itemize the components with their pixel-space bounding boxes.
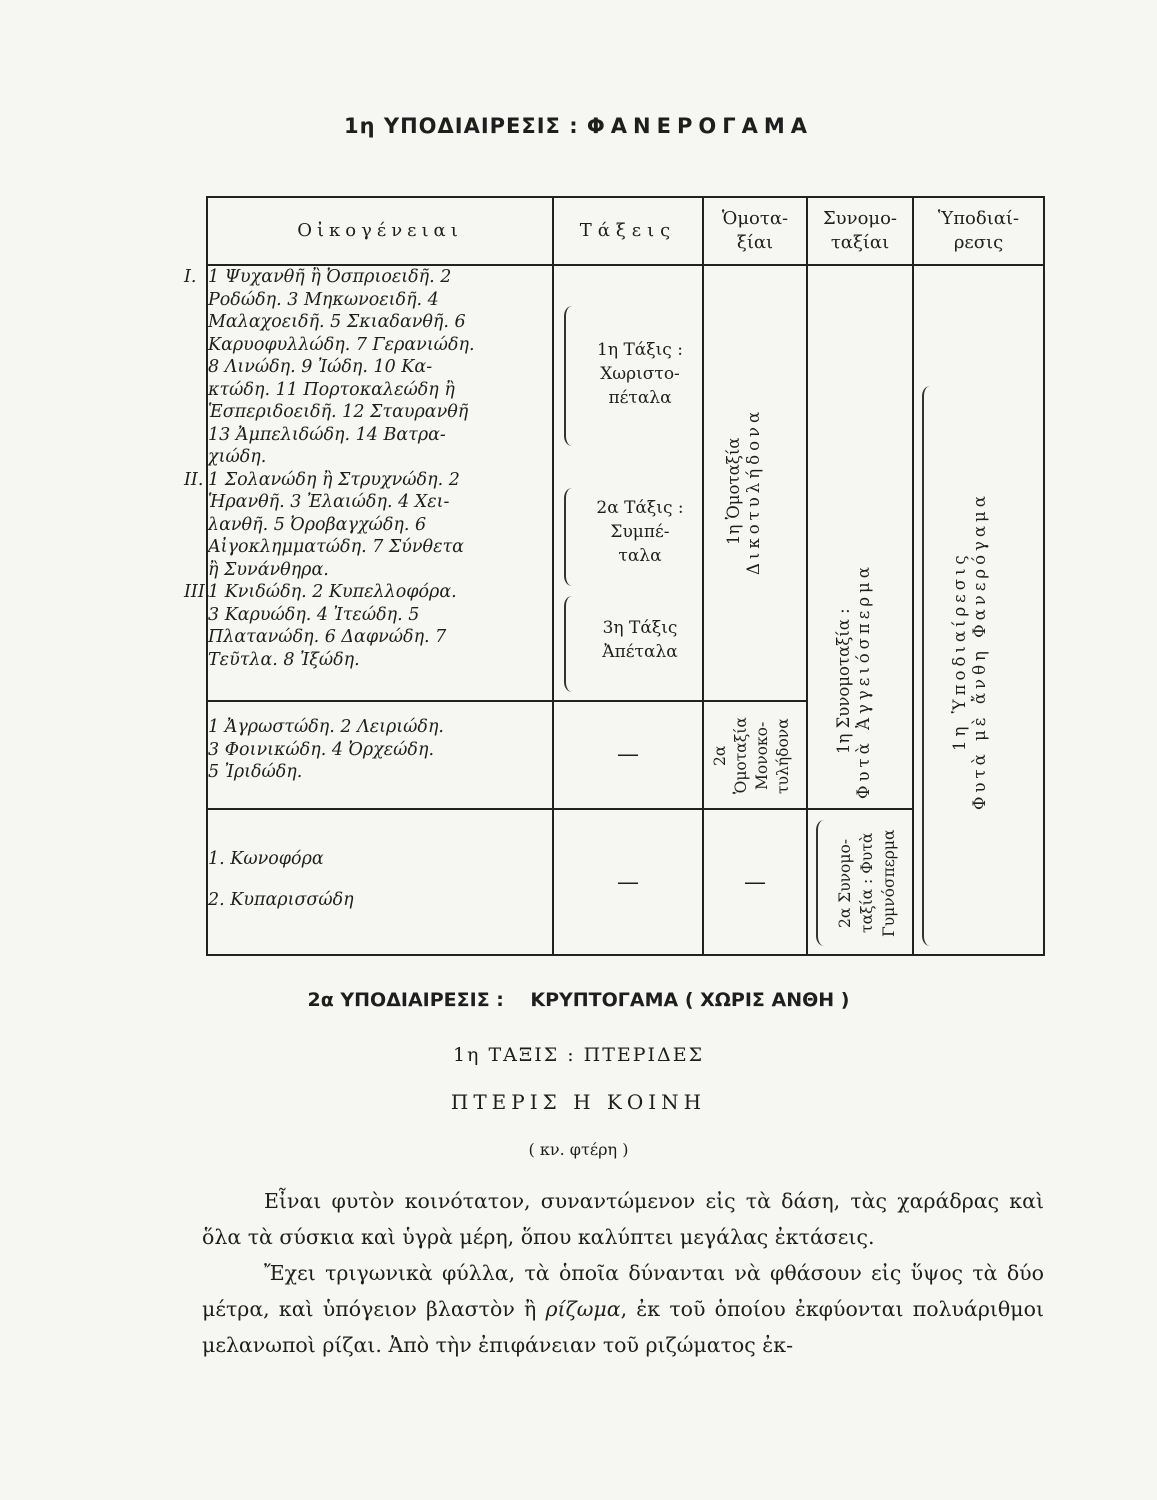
- group-i-line: χιώδη.: [208, 447, 267, 467]
- order-1-line: 1η Τάξις :: [597, 340, 683, 360]
- group-i: [184, 266, 552, 469]
- subdivision-line2: Φυτὰ μὲ ἄνθη Φανερόγαμα: [970, 492, 989, 810]
- brace-order-2: [564, 488, 580, 586]
- subclass-monocot-line: Ὁμοταξία: [732, 717, 750, 795]
- order-1-line: πέταλα: [608, 388, 672, 408]
- paragraph-2-end: , ἐκ τοῦ ὁποίου ἐκφύονται πολυάριθμοι μελανωποὶ ρίζαι. Ἀπὸ τὴν ἐπιφάνειαν τοῦ ριζώματος ἐκ-: [202, 1297, 1044, 1357]
- class-angio-label: [834, 516, 874, 846]
- paragraph-2: [202, 1255, 1044, 1363]
- body-text: [202, 1183, 1044, 1363]
- group-ii-line: Αἰγοκλημματώδη. 7 Σύνθετα: [208, 537, 464, 557]
- class-gymno-line: Γυμνόσπερμα: [880, 829, 898, 937]
- header-subdivisions-line2: ρεσις: [953, 232, 1004, 253]
- subclass-dicot-cell: [703, 265, 807, 701]
- order-2-line: Συμπέ-: [610, 522, 670, 542]
- group-i-line: 13 Ἀμπελιδώδη. 14 Βατρα-: [208, 424, 446, 445]
- subclass-dicot-line1: 1η Ὁμοταξία: [724, 437, 743, 545]
- header-subclasses-line1: Ὁμοτα-: [721, 208, 789, 229]
- brace-class-gymno: [816, 820, 832, 946]
- gymno-order-dash: —: [617, 870, 639, 895]
- gymno-subclass-cell: [703, 809, 807, 955]
- group-ii-line: 1 Σολανώδη ἢ Στρυχνώδη. 2: [208, 469, 460, 490]
- header-orders: Τάξεις: [553, 197, 703, 265]
- group-ii-line: ἢ Συνάνθηρα.: [208, 559, 329, 580]
- group-i-line: κτώδη. 11 Πορτοκαλεώδη ἢ: [208, 379, 455, 400]
- subdivision-cell: [913, 265, 1044, 955]
- dicot-orders-cell: [553, 265, 703, 701]
- group-i-line: Ροδώδη. 3 Μηκωνοειδῆ. 4: [208, 289, 439, 310]
- section-2-prefix: 2α ΥΠΟΔΙΑΙΡΕΣΙΣ :: [307, 989, 504, 1011]
- header-classes-line2: ταξίαι: [830, 232, 890, 253]
- gymno-orders-cell: [553, 809, 703, 955]
- group-iii-numeral: III.: [184, 582, 211, 602]
- header-families: Οἰκογένειαι: [207, 197, 553, 265]
- group-i-line: Μαλαχοειδῆ. 5 Σκιαδανθῆ. 6: [208, 312, 466, 332]
- monocot-order-dash: —: [617, 742, 639, 767]
- group-iii: [184, 581, 552, 671]
- group-iii-line: 1 Κνιδώδη. 2 Κυπελλοφόρα.: [208, 582, 457, 602]
- section-1-prefix: 1η ΥΠΟΔΙΑΙΡΕΣΙΣ :: [344, 114, 579, 138]
- group-ii: [184, 469, 552, 582]
- order-2-label: [582, 496, 698, 568]
- header-subdivisions: [913, 197, 1044, 265]
- class-angio-line1: 1η Συνομοταξία :: [834, 608, 853, 754]
- monocot-line: 3 Φοινικώδη. 4 Ὀρχεώδη.: [208, 739, 435, 760]
- gymno-families-cell: [207, 809, 553, 955]
- group-ii-numeral: II.: [184, 469, 204, 490]
- order-3-line: 3η Τάξις: [602, 618, 678, 638]
- brace-subdivision: [922, 386, 938, 946]
- class-angio-cell: [807, 265, 913, 809]
- class-gymno-cell: [807, 809, 913, 955]
- subdivision-label: [950, 446, 990, 856]
- section-2-title: [0, 989, 1157, 1011]
- class-gymno-line: 2α Συνομο-: [836, 838, 854, 928]
- monocot-line: 1 Ἀγρωστώδη. 2 Λειριώδη.: [208, 717, 444, 737]
- gymno-line: 1. Κωνοφόρα: [208, 849, 324, 869]
- order-3-line: Ἀπέταλα: [602, 642, 678, 662]
- order-2-line: 2α Τάξις :: [596, 498, 684, 518]
- subclass-dicot-line2: Δικοτυλήδονα: [744, 407, 763, 575]
- header-subclasses: [703, 197, 807, 265]
- paragraph-2-emphasis: ρίζωμα: [545, 1297, 621, 1321]
- order-3-label: [582, 616, 698, 664]
- group-i-line: Καρυοφυλλώδη. 7 Γερανιώδη.: [208, 334, 475, 355]
- header-subclasses-line2: ξίαι: [736, 232, 774, 253]
- section-2-word: ΚΡΥΠΤΟΓΑΜΑ ( ΧΩΡΙΣ ΑΝΘΗ ): [530, 989, 850, 1011]
- paragraph-1: Εἶναι φυτὸν κοινότατον, συναντώμενον εἰς τὰ δάση, τὰς χαράδρας καὶ ὅλα τὰ σύσκια καὶ ὑγρὰ μέρη, ὅπου καλύπτει μεγάλας ἐκτάσεις.: [202, 1189, 1044, 1249]
- brace-order-3: [564, 596, 580, 692]
- common-name: ( κν. φτέρη ): [528, 1140, 629, 1159]
- order-heading: 1η ΤΑΞΙΣ : ΠΤΕΡΙΔΕΣ: [452, 1044, 705, 1066]
- paragraph-2-start: Ἔχει τριγωνικὰ φύλλα, τὰ ὁποῖα δύνανται νὰ φθάσουν εἰς ὕψος τὰ δύο μέτρα, καὶ ὑπόγειον βλαστὸν ἢ: [202, 1261, 1044, 1321]
- subclass-monocot-cell: [703, 701, 807, 809]
- group-iii-line: Τεῦτλα. 8 Ἰξώδη.: [208, 649, 360, 670]
- class-gymno-label: [834, 816, 900, 950]
- header-classes: [807, 197, 913, 265]
- group-i-line: 8 Λινώδη. 9 Ἰώδη. 10 Κα-: [208, 357, 433, 377]
- class-angio-line2: Φυτὰ Ἀγγειόσπερμα: [854, 563, 873, 799]
- group-ii-line: Ἡρανθῆ. 3 Ἐλαιώδη. 4 Χει-: [208, 492, 450, 512]
- gymno-subclass-dash: —: [744, 870, 766, 895]
- subclass-dicot-label: [724, 376, 764, 606]
- header-subdivisions-line1: Ὑποδιαί-: [937, 208, 1020, 229]
- subclass-monocot-line: Μονοκο-: [753, 721, 771, 791]
- subclass-monocot-line: τυλήδονα: [774, 718, 792, 794]
- subdivision-line1: 1η Ὑποδιαίρεσις: [950, 551, 969, 751]
- monocot-line: 5 Ἰριδώδη.: [208, 762, 303, 782]
- order-2-line: ταλα: [618, 546, 662, 566]
- group-iii-line: Πλατανώδη. 6 Δαφνώδη. 7: [208, 627, 447, 647]
- gymno-line: 2. Κυπαρισσώδη: [208, 889, 354, 910]
- group-i-numeral: I.: [184, 267, 197, 287]
- class-gymno-line: ταξία : Φυτὰ: [858, 832, 876, 934]
- monocot-orders-cell: [553, 701, 703, 809]
- monocot-families-cell: [207, 701, 553, 809]
- dicot-families-cell: [184, 265, 553, 701]
- group-i-line: 1 Ψυχανθῆ ἢ Ὀσπριοειδῆ. 2: [208, 267, 452, 287]
- species-heading: ΠΤΕΡΙΣ Η ΚΟΙΝΗ: [450, 1090, 707, 1114]
- order-1-line: Χωριστο-: [600, 364, 680, 384]
- group-i-line: Ἑσπεριδοειδῆ. 12 Σταυρανθῆ: [208, 402, 469, 422]
- subclass-monocot-line: 2α: [711, 745, 729, 767]
- group-ii-line: λανθῆ. 5 Ὀροβαγχώδη. 6: [208, 514, 427, 535]
- brace-order-1: [564, 306, 580, 446]
- group-iii-line: 3 Καρυώδη. 4 Ἰτεώδη. 5: [208, 604, 420, 625]
- subclass-monocot-label: [710, 706, 794, 806]
- section-1-title: [0, 114, 1157, 138]
- header-classes-line1: Συνομο-: [822, 208, 898, 229]
- order-1-label: [582, 338, 698, 410]
- section-1-word: ΦΑΝΕΡΟΓΑΜΑ: [586, 114, 813, 138]
- classification-table: [184, 196, 1045, 956]
